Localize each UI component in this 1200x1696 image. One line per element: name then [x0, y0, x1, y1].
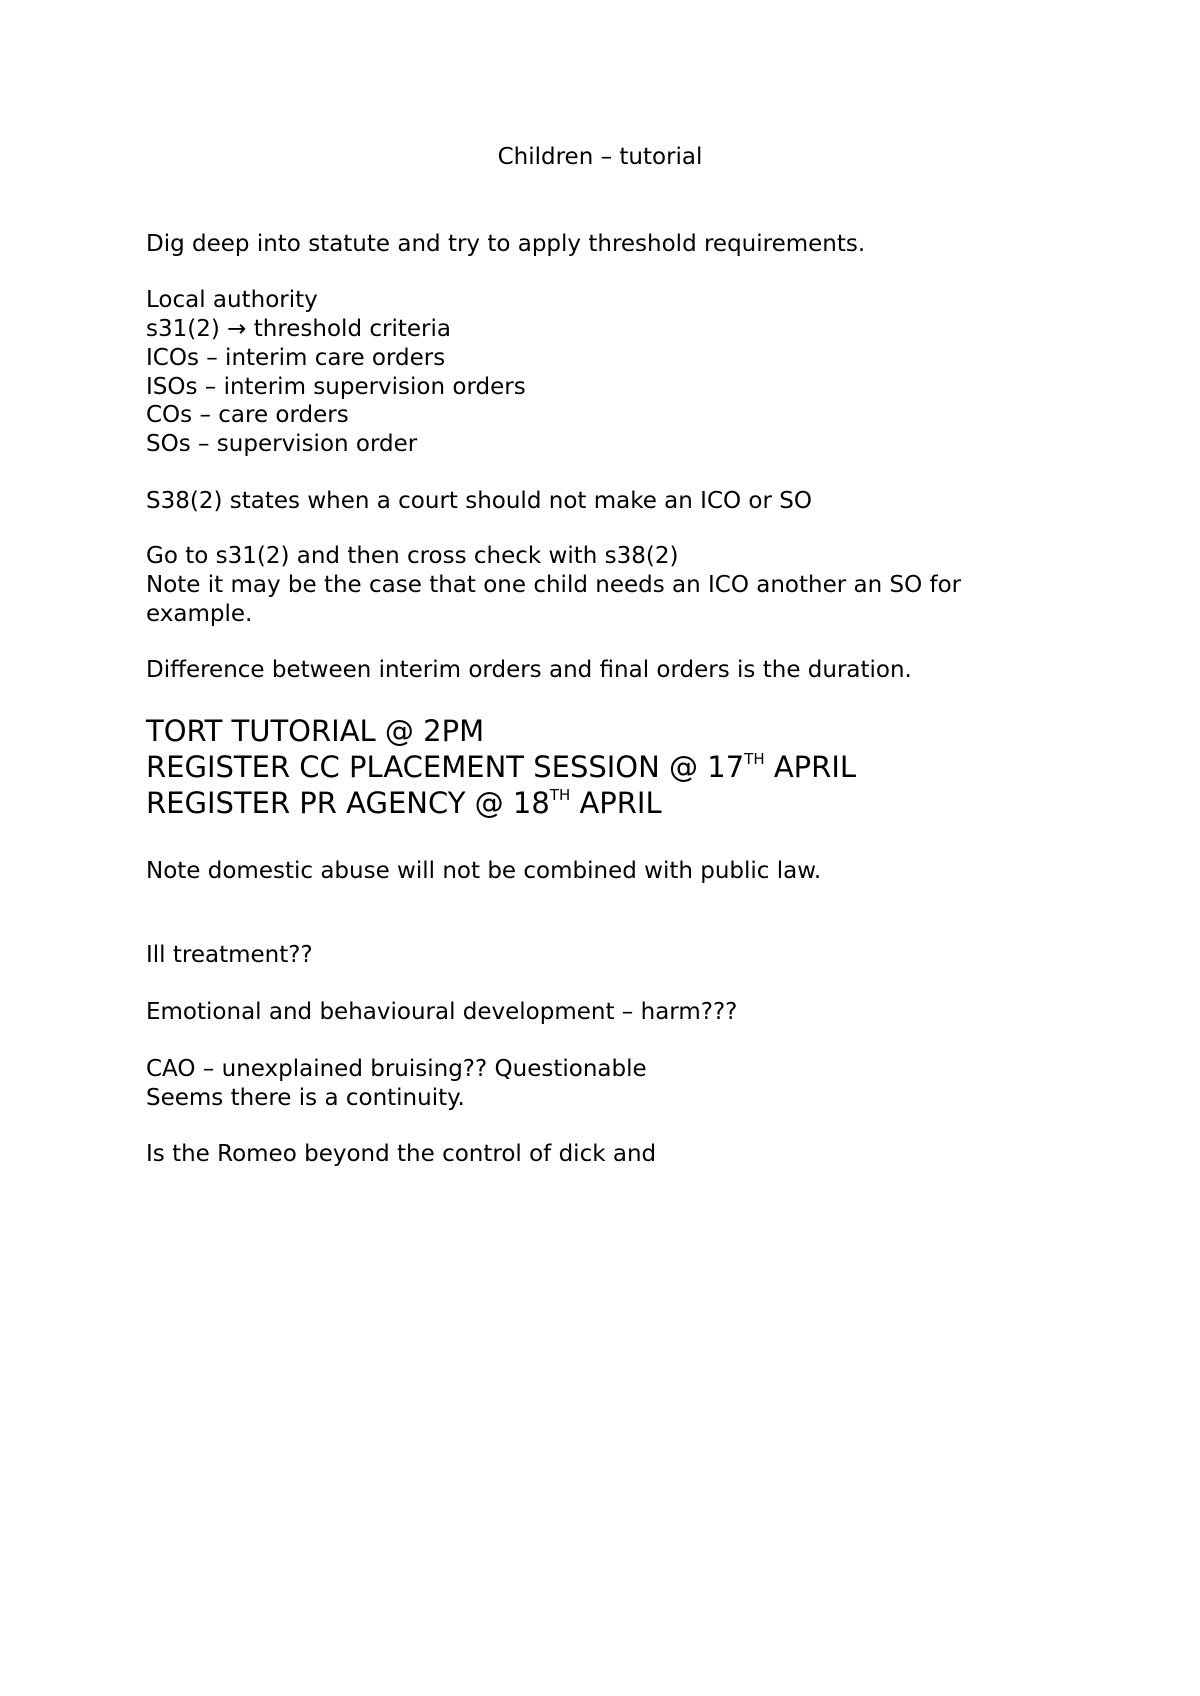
list-item: SOs – supervision order — [146, 431, 418, 457]
pr-reminder-month: APRIL — [570, 786, 662, 820]
difference-text: Difference between interim orders and final orders is the duration. — [146, 657, 912, 683]
list-item: s31(2) → threshold criteria — [146, 316, 451, 342]
document-title: Children – tutorial — [497, 144, 703, 170]
cc-reminder-ordinal: TH — [744, 750, 765, 769]
note-text-line1: Note it may be the case that one child needs an ICO another an SO for — [146, 572, 962, 598]
intro-text: Dig deep into statute and try to apply threshold requirements. — [146, 231, 866, 257]
pr-reminder — [146, 785, 662, 821]
cc-reminder-main: REGISTER CC PLACEMENT SESSION @ 17 — [146, 750, 745, 784]
note-text-line2: example. — [146, 601, 253, 627]
s38-note: S38(2) states when a court should not make an ICO or SO — [146, 488, 812, 514]
cross-check-text: Go to s31(2) and then cross check with s38(2) — [146, 543, 679, 569]
ill-treatment-text: Ill treatment?? — [146, 942, 313, 968]
romeo-text: Is the Romeo beyond the control of dick and — [146, 1141, 657, 1167]
list-item: ISOs – interim supervision orders — [146, 374, 526, 400]
cc-reminder-month: APRIL — [764, 750, 857, 784]
list-item: Local authority — [146, 287, 318, 313]
continuity-text: Seems there is a continuity. — [146, 1085, 465, 1111]
pr-reminder-ordinal: TH — [549, 786, 571, 805]
cao-text: CAO – unexplained bruising?? Questionable — [146, 1056, 647, 1082]
tort-reminder: TORT TUTORIAL @ 2PM — [146, 714, 485, 748]
list-item: ICOs – interim care orders — [146, 345, 446, 371]
domestic-abuse-note: Note domestic abuse will not be combined with public law. — [146, 858, 822, 884]
cc-reminder — [146, 749, 856, 785]
emotional-text: Emotional and behavioural development – harm??? — [146, 999, 738, 1025]
list-item: COs – care orders — [146, 402, 349, 428]
pr-reminder-main: REGISTER PR AGENCY @ 18 — [146, 786, 550, 820]
